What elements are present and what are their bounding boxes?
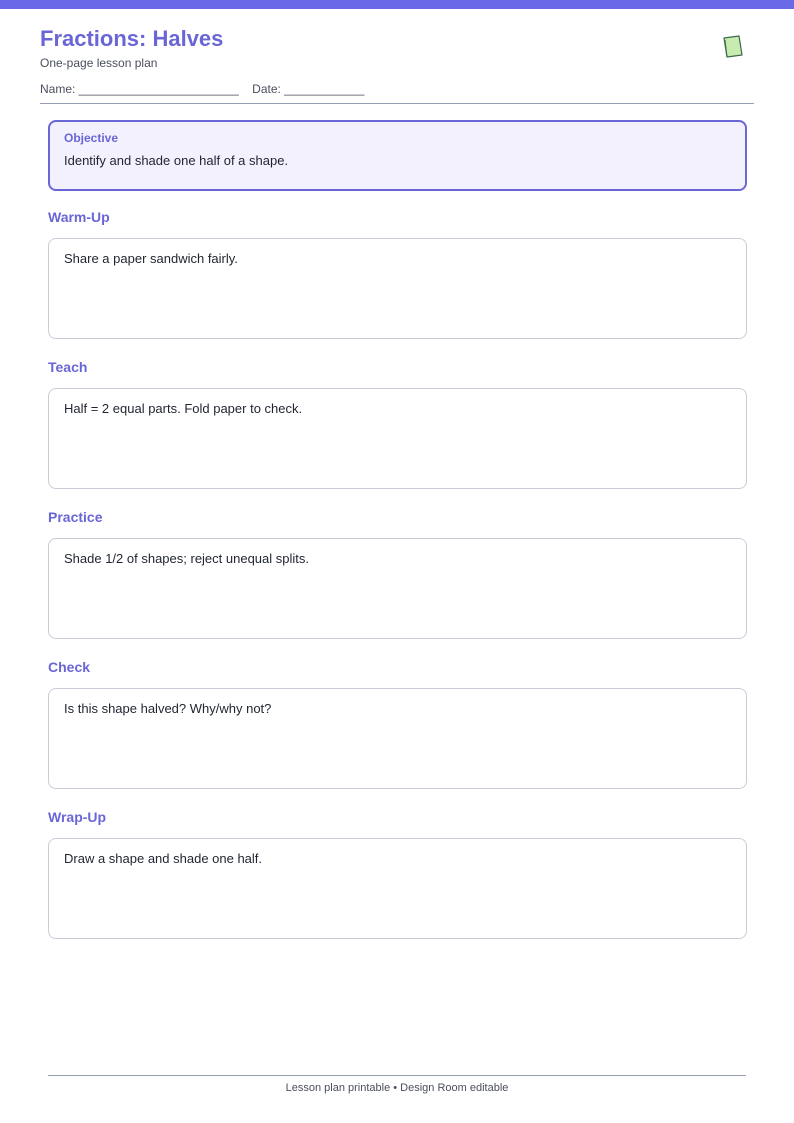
section-box-teach[interactable] <box>48 388 747 489</box>
objective-box <box>48 120 747 191</box>
top-accent-bar <box>0 0 794 9</box>
section-box-check[interactable] <box>48 688 747 789</box>
objective-label: Objective <box>64 131 119 145</box>
section-heading-wrap-up: Wrap-Up <box>48 809 107 825</box>
footer-text: Lesson plan printable • Design Room editable <box>285 1082 509 1094</box>
section-box-wrap-up[interactable] <box>48 838 747 939</box>
book-icon <box>722 35 744 59</box>
section-heading-check: Check <box>48 659 91 675</box>
section-box-practice[interactable] <box>48 538 747 639</box>
section-box-warm-up[interactable] <box>48 238 747 339</box>
section-text-wrap-up: Draw a shape and shade one half. <box>64 851 263 866</box>
section-heading-warm-up: Warm-Up <box>48 209 110 225</box>
page-subtitle: One-page lesson plan <box>40 56 158 70</box>
section-text-check: Is this shape halved? Why/why not? <box>64 701 272 716</box>
section-heading-teach: Teach <box>48 359 88 375</box>
section-text-teach: Half = 2 equal parts. Fold paper to check. <box>64 401 303 416</box>
header-divider <box>40 103 754 104</box>
name-date-fields: Name: ________________________ Date: ____________ <box>40 82 365 96</box>
section-text-warm-up: Share a paper sandwich fairly. <box>64 251 238 266</box>
objective-text: Identify and shade one half of a shape. <box>64 153 289 168</box>
section-heading-practice: Practice <box>48 509 103 525</box>
section-text-practice: Shade 1/2 of shapes; reject unequal splits. <box>64 551 309 566</box>
footer-divider <box>48 1075 746 1076</box>
page-title: Fractions: Halves <box>40 26 224 51</box>
